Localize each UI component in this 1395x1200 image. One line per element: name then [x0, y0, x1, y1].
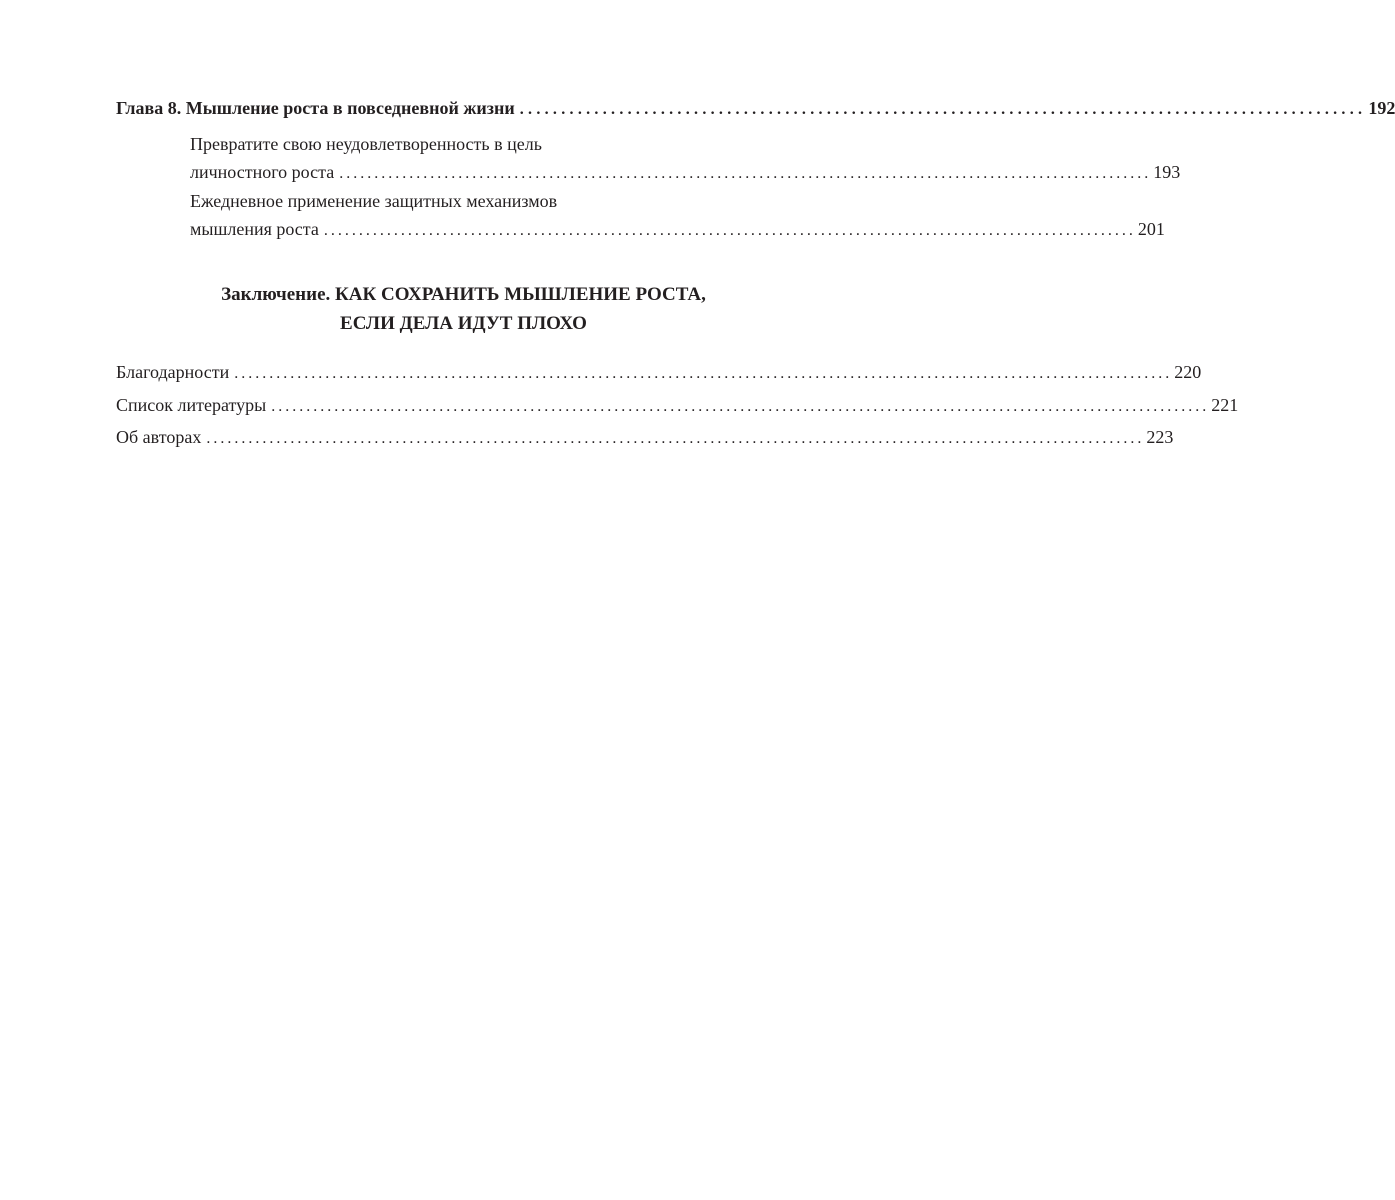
leader-dots: .................................................................................................................... — [339, 165, 1152, 182]
section-title-line2: мышления роста — [190, 219, 319, 239]
entry-title: Благодарности — [116, 362, 230, 382]
entry-title: Об авторах — [116, 427, 202, 447]
conclusion-heading — [0, 280, 927, 338]
toc-entry-acknowledgements — [116, 357, 1202, 390]
section-title-line1: Ежедневное применение защитных механизмов — [190, 191, 558, 211]
toc-entry-bibliography — [116, 390, 1239, 423]
toc-entry-about-authors — [116, 422, 1174, 455]
chapter-title: Глава 8. Мышление роста в повседневной жизни — [116, 98, 515, 118]
toc-chapter-8 — [116, 94, 1395, 124]
section-title-line1: Превратите свою неудовлетворенность в цель — [190, 134, 542, 154]
leader-dots: ...................................................................................................................................... — [234, 365, 1173, 382]
toc-back-matter — [116, 357, 1239, 455]
entry-page-number: 221 — [1211, 394, 1239, 415]
conclusion-line1: Заключение. КАК СОХРАНИТЬ МЫШЛЕНИЕ РОСТА, — [221, 284, 706, 305]
section-title-line2: личностного роста — [190, 162, 335, 182]
leader-dots: ...................................................................................................... — [519, 101, 1367, 118]
leader-dots: .................................................................................................................... — [323, 222, 1136, 239]
section-page-number: 193 — [1153, 162, 1181, 182]
entry-page-number: 223 — [1146, 427, 1174, 447]
entry-page-number: 220 — [1174, 362, 1202, 382]
conclusion-line2: ЕСЛИ ДЕЛА ИДУТ ПЛОХО — [340, 313, 587, 334]
leader-dots: ...................................................................................................................................... — [271, 397, 1210, 415]
chapter-page-number: 192 — [1368, 98, 1395, 118]
leader-dots: ...................................................................................................................................... — [206, 430, 1145, 447]
toc-section — [190, 130, 1181, 188]
toc-section — [190, 187, 1165, 245]
entry-title: Список литературы — [116, 394, 267, 415]
section-page-number: 201 — [1137, 219, 1165, 239]
